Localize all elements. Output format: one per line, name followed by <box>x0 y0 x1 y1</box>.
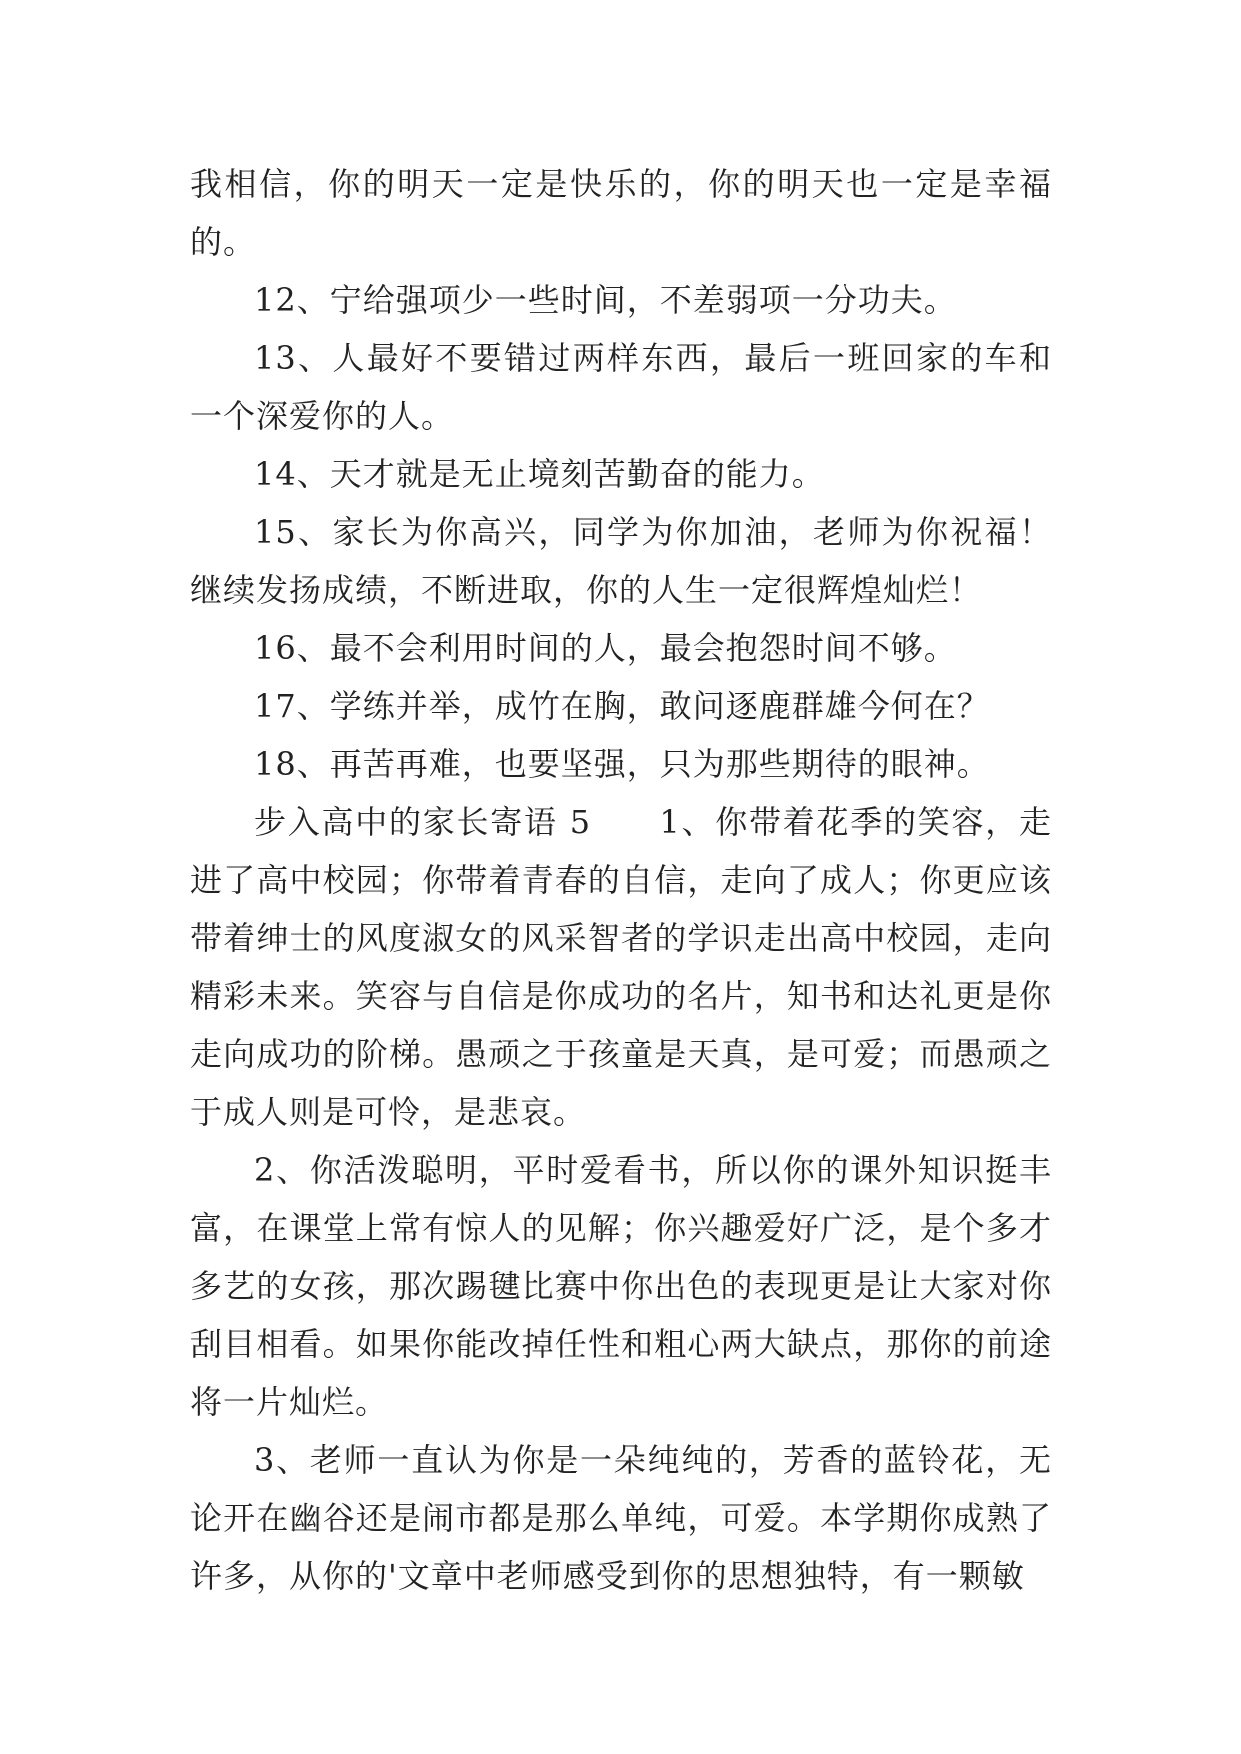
paragraph: 13、人最好不要错过两样东西，最后一班回家的车和一个深爱你的人。 <box>190 339 1052 435</box>
paragraph: 15、家长为你高兴，同学为你加油，老师为你祝福！继续发扬成绩，不断进取，你的人生一定很辉煌灿烂！ <box>190 513 1052 609</box>
paragraph: 16、最不会利用时间的人，最会抱怨时间不够。 <box>254 629 957 667</box>
document-body <box>190 155 1052 1605</box>
paragraph: 2、你活泼聪明，平时爱看书，所以你的课外知识挺丰富，在课堂上常有惊人的见解；你兴趣爱好广泛，是个多才多艺的女孩，那次踢毽比赛中你出色的表现更是让大家对你刮目相看。如果你能改掉任性和粗心两大缺点，那你的前途将一片灿烂。 <box>190 1151 1052 1421</box>
paragraph: 12、宁给强项少一些时间，不差弱项一分功夫。 <box>254 281 957 319</box>
paragraph: 3、老师一直认为你是一朵纯纯的，芳香的蓝铃花，无论开在幽谷还是闹市都是那么单纯，可爱。本学期你成熟了许多，从你的'文章中老师感受到你的思想独特，有一颗敏 <box>190 1441 1052 1595</box>
paragraph: 步入高中的家长寄语 5 1、你带着花季的笑容，走进了高中校园；你带着青春的自信，走向了成人；你更应该带着绅士的风度淑女的风采智者的学识走出高中校园，走向精彩未来。笑容与自信是你成功的名片，知书和达礼更是你走向成功的阶梯。愚顽之于孩童是天真，是可爱；而愚顽之于成人则是可怜，是悲哀。 <box>190 803 1052 1131</box>
paragraph: 17、学练并举，成竹在胸，敢问逐鹿群雄今何在？ <box>254 687 990 725</box>
paragraph: 18、再苦再难，也要坚强，只为那些期待的眼神。 <box>254 745 990 783</box>
paragraph: 14、天才就是无止境刻苦勤奋的能力。 <box>254 455 825 493</box>
paragraph: 我相信，你的明天一定是快乐的，你的明天也一定是幸福的。 <box>190 165 1052 261</box>
